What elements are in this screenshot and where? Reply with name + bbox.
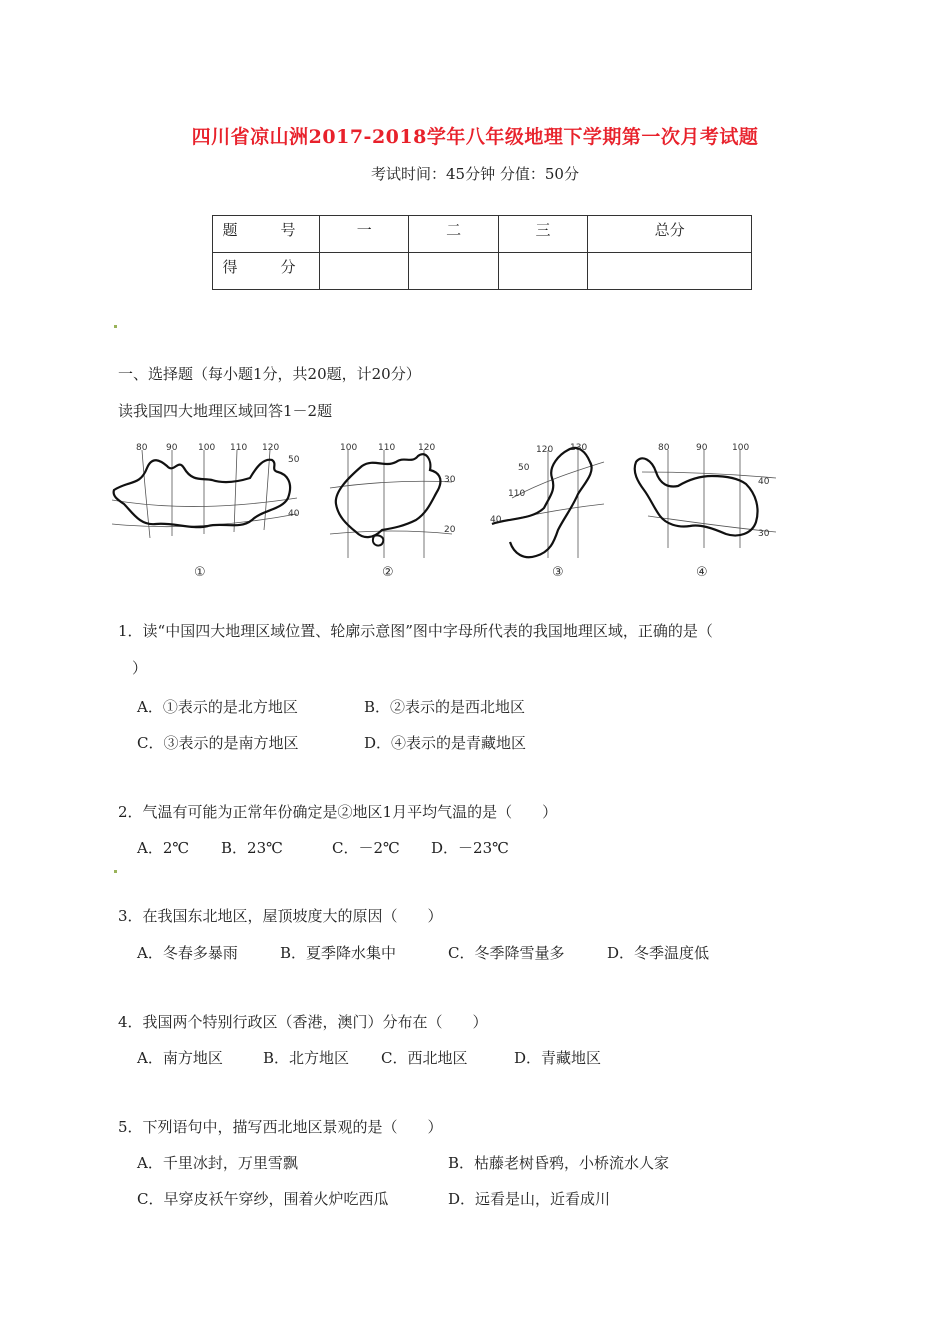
- question-4-option-c[interactable]: C．西北地区: [381, 1049, 468, 1067]
- section-intro: 读我国四大地理区域回答1－2题: [118, 402, 333, 420]
- question-1-stem: 1．读“中国四大地理区域位置、轮廓示意图”图中字母所代表的我国地理区域，正确的是（: [118, 622, 713, 640]
- lat-tick-label: 20: [444, 525, 456, 535]
- lon-tick-label: 120: [262, 443, 280, 453]
- question-3-option-d[interactable]: D．冬季温度低: [607, 944, 710, 962]
- exam-info: 考试时间：45分钟 分值：50分: [371, 165, 579, 183]
- table-header-cell: 总分: [588, 216, 752, 253]
- lat-tick-label: 50: [518, 463, 530, 473]
- question-3-option-a[interactable]: A．冬春多暴雨: [137, 944, 238, 962]
- question-1-option-b[interactable]: B．②表示的是西北地区: [364, 698, 526, 716]
- island-outline: [373, 535, 383, 545]
- question-5-stem: 5．下列语句中，描写西北地区景观的是（ ）: [118, 1118, 443, 1136]
- region-outline: [492, 448, 592, 557]
- question-5-option-b[interactable]: B．枯藤老树昏鸦，小桥流水人家: [448, 1154, 670, 1172]
- scan-speck: [114, 870, 117, 873]
- lat-tick-label: 30: [444, 475, 456, 485]
- question-1-option-c[interactable]: C．③表示的是南方地区: [137, 734, 299, 752]
- question-5-option-a[interactable]: A．千里冰封，万里雪飘: [137, 1154, 298, 1172]
- table-cell: 得 分: [213, 253, 320, 290]
- lon-tick-label: 90: [166, 443, 178, 453]
- map-1: [112, 450, 297, 538]
- map-4: [635, 450, 776, 548]
- lon-tick-label: 130: [570, 443, 588, 453]
- question-2-option-c[interactable]: C．－2℃: [332, 839, 400, 857]
- map-3: [492, 448, 604, 558]
- region-maps-figure: [112, 438, 792, 588]
- question-4-option-b[interactable]: B．北方地区: [263, 1049, 350, 1067]
- lon-tick-label: 90: [696, 443, 708, 453]
- map-2: [330, 450, 452, 558]
- lon-tick-label: 80: [658, 443, 670, 453]
- region-outline: [635, 458, 758, 535]
- table-header-cell: 二: [409, 216, 498, 253]
- lat-tick-label: 50: [288, 455, 300, 465]
- question-1-option-d[interactable]: D．④表示的是青藏地区: [364, 734, 527, 752]
- score-cell: [320, 253, 409, 290]
- question-4-option-d[interactable]: D．青藏地区: [514, 1049, 602, 1067]
- scan-speck: [114, 325, 117, 328]
- map-number-label: ④: [696, 565, 708, 580]
- page-title: 四川省凉山洲2017-2018学年八年级地理下学期第一次月考试题: [191, 126, 759, 148]
- lat-tick-label: 40: [288, 509, 300, 519]
- score-table: [212, 215, 752, 290]
- lon-tick-label: 80: [136, 443, 148, 453]
- lon-tick-label: 110: [378, 443, 396, 453]
- region-maps: [112, 438, 792, 588]
- question-1-stem-cont: ）: [132, 659, 148, 677]
- question-3-option-c[interactable]: C．冬季降雪量多: [448, 944, 565, 962]
- question-4-option-a[interactable]: A．南方地区: [137, 1049, 223, 1067]
- score-cell: [588, 253, 752, 290]
- table-row: [213, 253, 752, 290]
- question-3-stem: 3．在我国东北地区，屋顶坡度大的原因（ ）: [118, 907, 443, 925]
- lon-tick-label: 110: [230, 443, 248, 453]
- table-header-cell: 三: [498, 216, 587, 253]
- map-number-label: ①: [194, 565, 206, 580]
- lat-tick-label: 40: [758, 477, 770, 487]
- question-2-stem: 2．气温有可能为正常年份确定是②地区1月平均气温的是（ ）: [118, 803, 558, 821]
- lat-tick-label: 30: [758, 529, 770, 539]
- score-cell: [409, 253, 498, 290]
- table-row: [213, 216, 752, 253]
- map-2-labels: [340, 443, 456, 580]
- question-2-option-d[interactable]: D．－23℃: [431, 839, 509, 857]
- lon-tick-label: 120: [536, 445, 554, 455]
- region-outline: [114, 460, 290, 527]
- question-1-option-a[interactable]: A．①表示的是北方地区: [137, 698, 298, 716]
- question-3-option-b[interactable]: B．夏季降水集中: [280, 944, 397, 962]
- table-header-cell: 题 号: [213, 216, 320, 253]
- table-header-cell: 一: [320, 216, 409, 253]
- question-2-option-b[interactable]: B．23℃: [221, 839, 283, 857]
- score-cell: [498, 253, 587, 290]
- section-heading: 一、选择题（每小题1分，共20题，计20分）: [118, 365, 421, 383]
- lon-tick-label: 100: [340, 443, 358, 453]
- latitude-line: [112, 498, 297, 507]
- lon-tick-label: 100: [732, 443, 750, 453]
- map-number-label: ③: [552, 565, 564, 580]
- map-4-labels: [658, 443, 770, 580]
- question-4-stem: 4．我国两个特别行政区（香港，澳门）分布在（ ）: [118, 1013, 488, 1031]
- lon-tick-label: 120: [418, 443, 436, 453]
- question-5-option-d[interactable]: D．远看是山，近看成川: [448, 1190, 611, 1208]
- lon-tick-label: 110: [508, 489, 526, 499]
- map-number-label: ②: [382, 565, 394, 580]
- lon-tick-label: 100: [198, 443, 216, 453]
- lat-tick-label: 40: [490, 515, 502, 525]
- longitude-line: [234, 450, 237, 532]
- question-5-option-c[interactable]: C．早穿皮袄午穿纱，围着火炉吃西瓜: [137, 1190, 389, 1208]
- region-outline: [336, 454, 441, 537]
- question-2-option-a[interactable]: A．2℃: [137, 839, 190, 857]
